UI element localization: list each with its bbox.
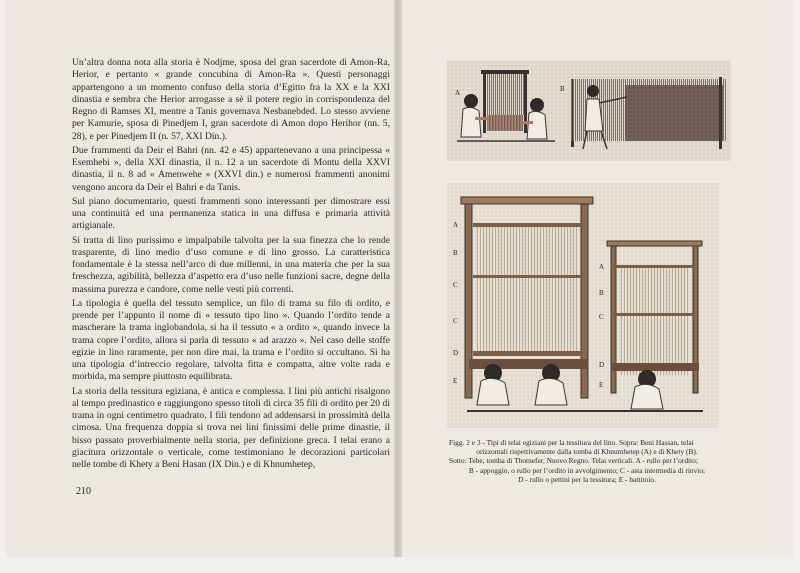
label-a: A xyxy=(599,263,605,271)
label-c: C xyxy=(453,281,458,289)
left-page-body-text xyxy=(72,57,390,473)
figure-vertical-looms xyxy=(447,183,719,428)
figure-horizontal-looms xyxy=(447,61,731,161)
label-e: E xyxy=(453,377,458,385)
page-number: 210 xyxy=(76,486,91,497)
figure-caption xyxy=(449,438,725,484)
label-d: D xyxy=(599,361,605,369)
label-c: C xyxy=(599,313,604,321)
label-e: E xyxy=(599,381,604,389)
book-gutter xyxy=(394,0,402,557)
paragraph: Un’altra donna nota alla storia è Nodjme, sposa del gran sacerdote di Amon-Ra, Herior, e pertanto « grande concubina di Amon-Ra ». Questi personaggi appartengono a un momento confuso della storia d’Egitto fra la XX e la XXI dinastia e sembra che Herior arrogasse a sè il potere regio in corrispondenza del Regno di Ramses XI, mentre a Tanis governava Nesbanebded. Lo stesso avviene per Kamurie, sposa di Pinedjem I, gran sacerdote di Amon dopo Herihor (nn. 5, 28), e per Pinedjem II (n. 57, XXI Din.). xyxy=(72,57,390,142)
loom-b-label: B xyxy=(560,85,565,93)
caption-line: B - appoggio, o rullo per l’ordito in avvolgimento; C - asta intermedia di rinvio; xyxy=(468,465,706,475)
paragraph: La storia della tessitura egiziana, è antica e complessa. I lini più antichi risalgono al tempo predinastico e raggiungono spesso titoli di circa 35 fili di ordito per 20 di trama in ogni centimetro quadrato. I fili tendono ad addensarsi in prossimità della cimosa. Una frequenza doppia si trova nei lini finissimi delle prime dinastie, il bisso passato proverbialmente nella storia, per definizione greca. I telai erano a giacitura orizzontale o verticale, come testimoniano le decorazioni particolari nelle tombe di Khety a Beni Hasan (IX Din.) e di Khnumhetep, xyxy=(72,385,390,470)
label-c: C xyxy=(453,317,458,325)
label-d: D xyxy=(453,349,459,357)
vertical-looms-illustration xyxy=(447,183,719,428)
paragraph: Sul piano documentario, questi frammenti sono interessanti per dimostrare essi una continuità ed una permanenza statica in una diffusa e primaria attività artigianale. xyxy=(72,195,390,232)
loom-b xyxy=(560,77,727,149)
paragraph: Si tratta di lino purissimo e impalpabile talvolta per la sua finezza che lo rende trasparente, di lino medio d’uso comune e di lino grosso. La caratteristica fondamentale è la stessa nell’arco di due millenni, in una materia che per la sua freschezza, agibilità, bellezza d’aspetto era d’uso nelle funzioni sacre, degne della massima purezza e candore, come nelle vesti più correnti. xyxy=(72,234,390,295)
label-b: B xyxy=(453,249,458,257)
paragraph: Due frammenti da Deir el Bahri (nn. 42 e 45) appartenevano a una principessa « Esemhebi », della XXI dinastia, il n. 12 a un sacerdote di Montu della XXVI dinastia, il n. 8 ad « Amenwehe » (XXVI din.) e numerosi frammenti anonimi vengono ancora da Deir el Bahri e da Tanis. xyxy=(72,144,390,193)
vertical-loom-large xyxy=(461,197,593,398)
caption-line: D - rullo o pettini per la tessitura; E - battitoio. xyxy=(518,474,656,484)
label-a: A xyxy=(453,221,459,229)
caption-line: Figg. 2 e 3 - Tipi di telai egiziani per la tessitura del lino. Sopra: Beni Hassan, telai xyxy=(449,438,694,447)
caption-line: orizzontali rispettivamente dalla tomba di Khnumhetep (A) e di Khety (B). xyxy=(476,447,698,457)
loom-a-label: A xyxy=(455,89,461,97)
caption-line: Sotto: Tebe, tomba di Thotnefer, Nuovo Regno. Telai verticali. A - rullo per l’ordito; xyxy=(449,456,698,466)
paragraph: La tipologia è quella del tessuto semplice, un filo di trama su filo di ordito, e prende per l’appunto il nome di « tessuto tipo lino ». Quando l’ordito tende a mascherare la trama inglobandola, si ha il tessuto « a ordito », quando invece la trama copre l’ordito, allora si parla di tessuto « ad arazzo ». Nel caso delle stoffe egizie in lino raramente, per non dire mai, la trama e l’ordito si occultano. Si ha una tipologia d’intreccio regolare, talvolta fitta e compatta, altre volte rada e morbida, ma sempre piuttosto equilibrata. xyxy=(72,297,390,383)
label-b: B xyxy=(599,289,604,297)
horizontal-looms-illustration xyxy=(447,61,731,161)
